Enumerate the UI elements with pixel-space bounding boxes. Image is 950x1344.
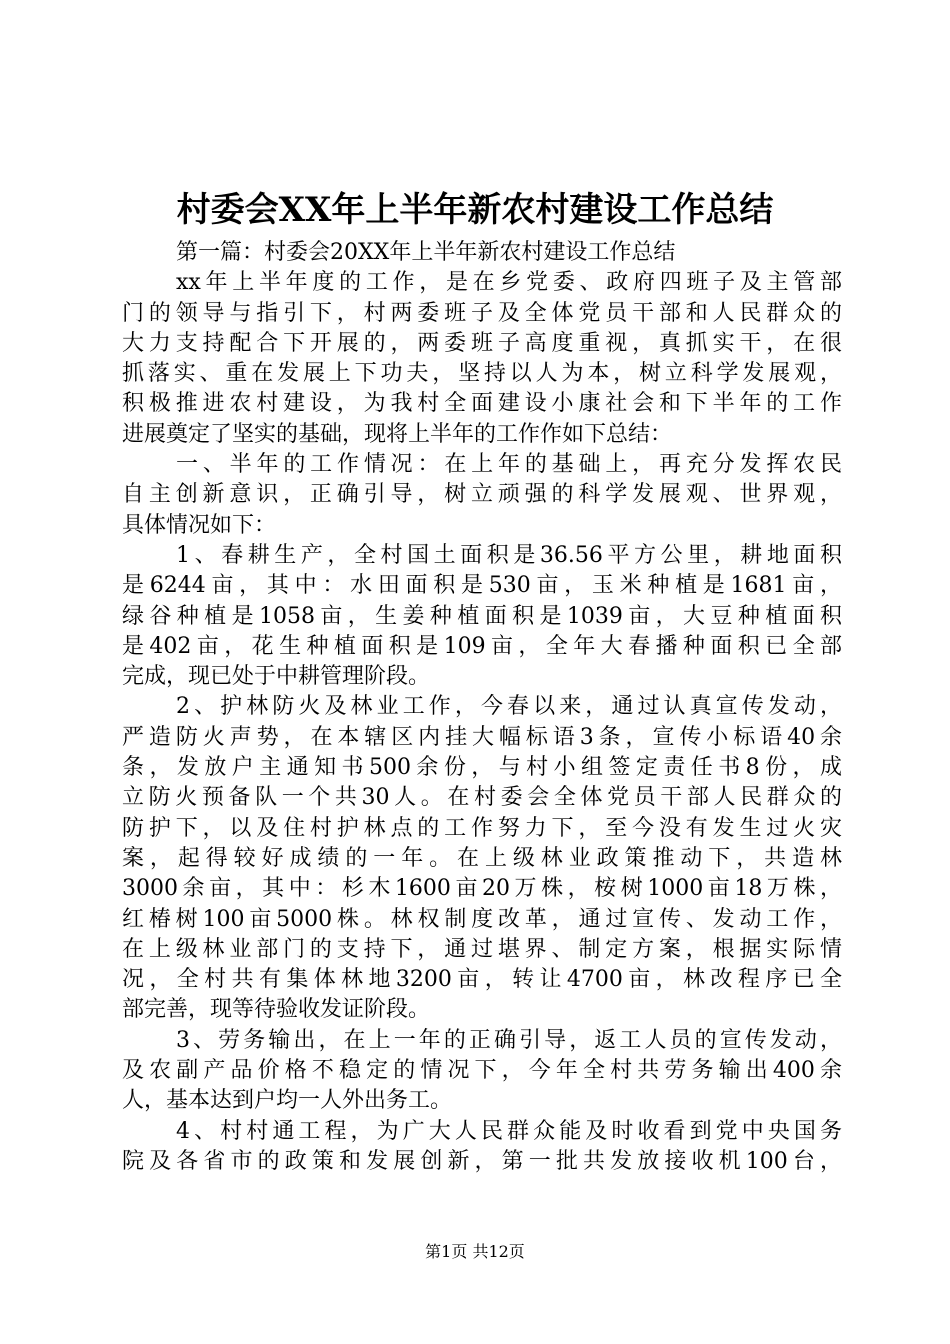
text-line: xx年上半年度的工作，是在乡党委、政府四班子及主管部 (176, 270, 842, 296)
text-line: 绿谷种植是1058亩，生姜种植面积是1039亩，大豆种植面积 (122, 603, 842, 629)
text-line: 自主创新意识，正确引导，树立顽强的科学发展观、世界观， (122, 482, 842, 508)
text-line: 2、护林防火及林业工作，今春以来，通过认真宣传发动， (176, 694, 842, 720)
text-line: 人，基本达到户均一人外出务工。 (122, 1088, 453, 1114)
text-line: 及农副产品价格不稳定的情况下，今年全村共劳务输出400余 (122, 1058, 842, 1084)
text-line: 3000余亩，其中：杉木1600亩20万株，桉树1000亩18万株， (122, 876, 842, 902)
text-line: 大力支持配合下开展的，两委班子高度重视，真抓实干，在很 (122, 330, 842, 356)
text-line: 院及各省市的政策和发展创新，第一批共发放接收机100台， (122, 1148, 842, 1174)
text-line: 是6244亩，其中：水田面积是530亩，玉米种植是1681亩， (122, 573, 842, 599)
text-line: 3、劳务输出，在上一年的正确引导，返工人员的宣传发动， (176, 1027, 842, 1053)
page-footer: 第1页 共12页 (425, 1242, 525, 1261)
text-line: 具体情况如下： (122, 512, 277, 538)
document-title: 村委会XX年上半年新农村建设工作总结 (176, 190, 774, 230)
text-line: 是402亩，花生种植面积是109亩，全年大春播种面积已全部 (122, 633, 842, 659)
text-line: 在上级林业部门的支持下，通过堪界、制定方案，根据实际情 (122, 936, 842, 962)
text-line: 防护下，以及住村护林点的工作努力下，至今没有发生过火灾 (122, 815, 842, 841)
text-line: 案，起得较好成绩的一年。在上级林业政策推动下，共造林 (122, 845, 842, 871)
document-body (122, 238, 842, 1177)
text-line: 况，全村共有集体林地3200亩，转让4700亩，林改程序已全 (122, 967, 842, 993)
text-line: 严造防火声势，在本辖区内挂大幅标语3条，宣传小标语40余 (122, 724, 842, 750)
text-line: 立防火预备队一个共30人。在村委会全体党员干部人民群众的 (122, 785, 842, 811)
text-line: 条，发放户主通知书500余份，与村小组签定责任书8份，成 (122, 755, 842, 781)
text-line: 1、春耕生产，全村国土面积是36.56平方公里，耕地面积 (176, 542, 842, 568)
text-line: 进展奠定了坚实的基础，现将上半年的工作作如下总结： (122, 421, 673, 447)
text-line: 红椿树100亩5000株。林权制度改革，通过宣传、发动工作， (122, 906, 842, 932)
text-line: 积极推进农村建设，为我村全面建设小康社会和下半年的工作 (122, 391, 842, 417)
text-line: 抓落实、重在发展上下功夫，坚持以人为本，树立科学发展观， (122, 361, 842, 387)
text-line: 完成，现已处于中耕管理阶段。 (122, 664, 431, 690)
text-line: 一、半年的工作情况：在上年的基础上，再充分发挥农民 (176, 452, 842, 478)
text-line: 部完善，现等待验收发证阶段。 (122, 997, 431, 1023)
text-line: 门的领导与指引下，村两委班子及全体党员干部和人民群众的 (122, 300, 842, 326)
text-line: 第一篇：村委会20XX年上半年新农村建设工作总结 (176, 240, 676, 265)
text-line: 4、村村通工程，为广大人民群众能及时收看到党中央国务 (176, 1118, 842, 1144)
